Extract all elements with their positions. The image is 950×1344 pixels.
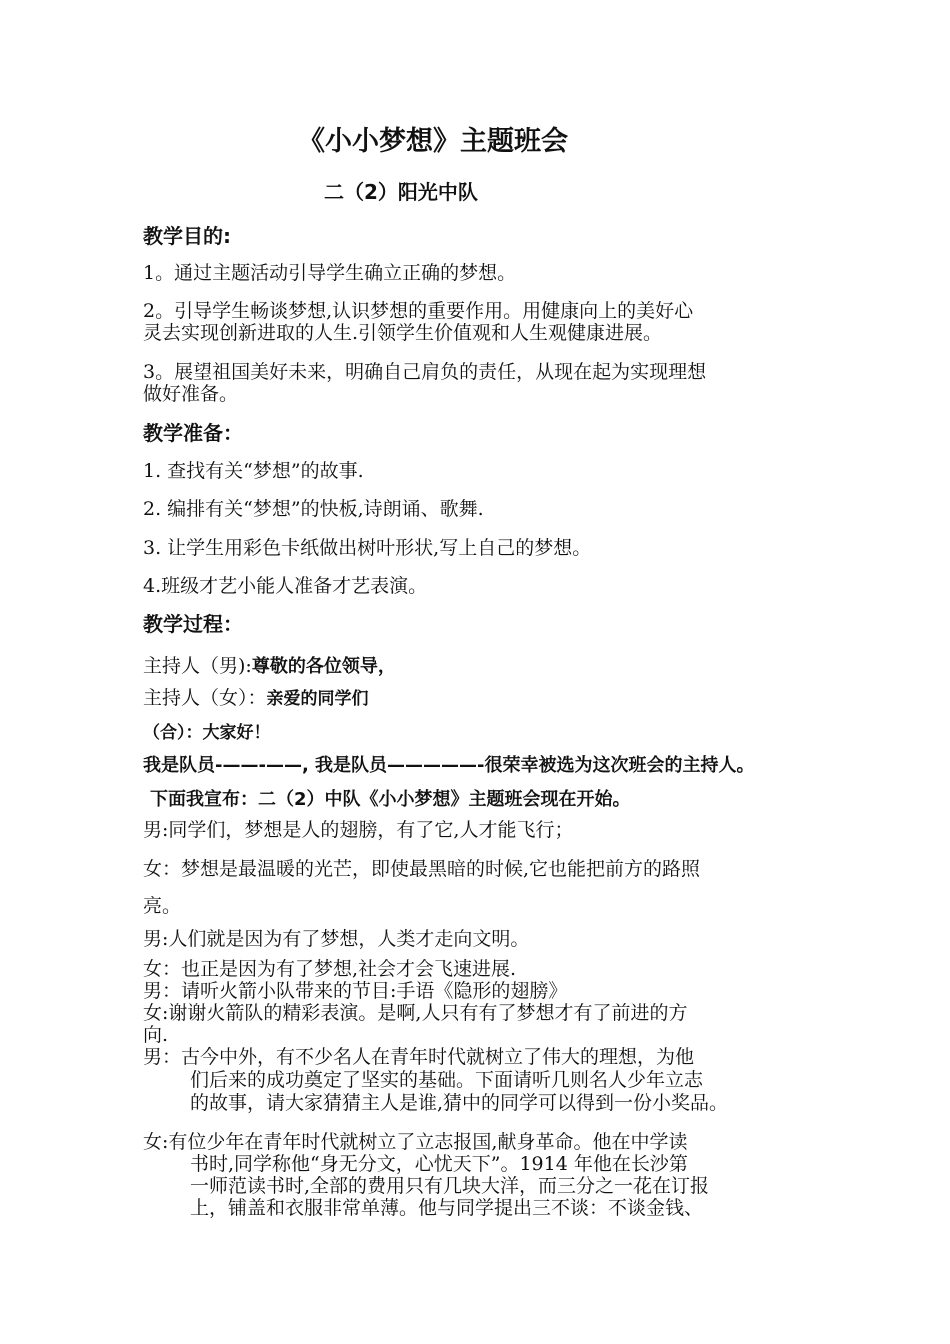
dialogue-2-line-2: 亮。 [143, 895, 182, 917]
dialogue-7-line-1: 男：古今中外，有不少名人在青年时代就树立了伟大的理想，为他 [143, 1046, 695, 1068]
goal-item-3-line-2: 做好准备。 [143, 383, 239, 405]
document-title: 《小小梦想》主题班会 [298, 126, 568, 157]
dialogue-8-line-1: 女:有位少年在青年时代就树立了立志报国,献身革命。他在中学读 [143, 1131, 688, 1153]
dialogue-7-line-2: 们后来的成功奠定了坚实的基础。下面请听几则名人少年立志 [190, 1069, 704, 1091]
host-male-line [143, 655, 396, 678]
prep-heading: 教学准备： [143, 421, 243, 445]
dialogue-8-line-3: 一师范读书时,全部的费用只有几块大洋，而三分之一花在订报 [190, 1175, 710, 1197]
host-female-line [143, 687, 369, 710]
dialogue-3: 男:人们就是因为有了梦想，人类才走向文明。 [143, 928, 530, 950]
goal-item-3-line-1: 3。展望祖国美好未来，明确自己肩负的责任，从现在起为实现理想 [143, 361, 707, 383]
together-line: （合）：大家好！ [143, 723, 271, 743]
goal-item-2-line-1: 2。引导学生畅谈梦想,认识梦想的重要作用。用健康向上的美好心 [143, 300, 694, 322]
process-heading: 教学过程： [143, 612, 243, 636]
dialogue-6-line-1: 女:谢谢火箭队的精彩表演。是啊,人只有有了梦想才有了前进的方 [143, 1002, 688, 1024]
goal-item-2-line-2: 灵去实现创新进取的人生.引领学生价值观和人生观健康进展。 [143, 322, 663, 344]
goals-heading: 教学目的: [143, 224, 231, 248]
dialogue-8-line-2: 书时,同学称他“身无分文，心忧天下”。1914 年他在长沙第 [190, 1153, 688, 1175]
dialogue-8-line-4: 上，铺盖和衣服非常单薄。他与同学提出三不谈：不谈金钱、 [190, 1197, 704, 1219]
host-female-label: 主持人（女）： [143, 687, 267, 709]
document-subtitle: 二（2）阳光中队 [324, 180, 478, 204]
goal-item-1: 1。通过主题活动引导学生确立正确的梦想。 [143, 262, 517, 284]
dialogue-5: 男：请听火箭小队带来的节目:手语《隐形的翅膀》 [143, 980, 568, 1002]
intro-line: 我是队员-——-——, 我是队员—————-很荣幸被选为这次班会的主持人。 [143, 755, 755, 776]
host-male-text: 尊敬的各位领导， [251, 656, 396, 677]
prep-item-3: 3. 让学生用彩色卡纸做出树叶形状,写上自己的梦想。 [143, 537, 592, 559]
announce-line: 下面我宣布：二（2）中队《小小梦想》主题班会现在开始。 [150, 789, 631, 810]
prep-item-2: 2. 编排有关“梦想”的快板,诗朗诵、歌舞. [143, 498, 484, 520]
host-male-label: 主持人（男): [143, 655, 252, 677]
host-female-text: 亲爱的同学们 [266, 689, 369, 709]
dialogue-7-line-3: 的故事，请大家猜猜主人是谁,猜中的同学可以得到一份小奖品。 [190, 1092, 729, 1114]
dialogue-2-line-1: 女：梦想是最温暖的光芒，即使最黑暗的时候,它也能把前方的路照 [143, 858, 701, 880]
dialogue-1: 男:同学们，梦想是人的翅膀，有了它,人才能飞行； [143, 819, 574, 841]
dialogue-6-line-2: 向. [143, 1024, 169, 1046]
dialogue-4: 女：也正是因为有了梦想,社会才会飞速进展. [143, 958, 517, 980]
prep-item-4: 4.班级才艺小能人准备才艺表演。 [143, 575, 428, 597]
prep-item-1: 1. 查找有关“梦想”的故事. [143, 460, 364, 482]
